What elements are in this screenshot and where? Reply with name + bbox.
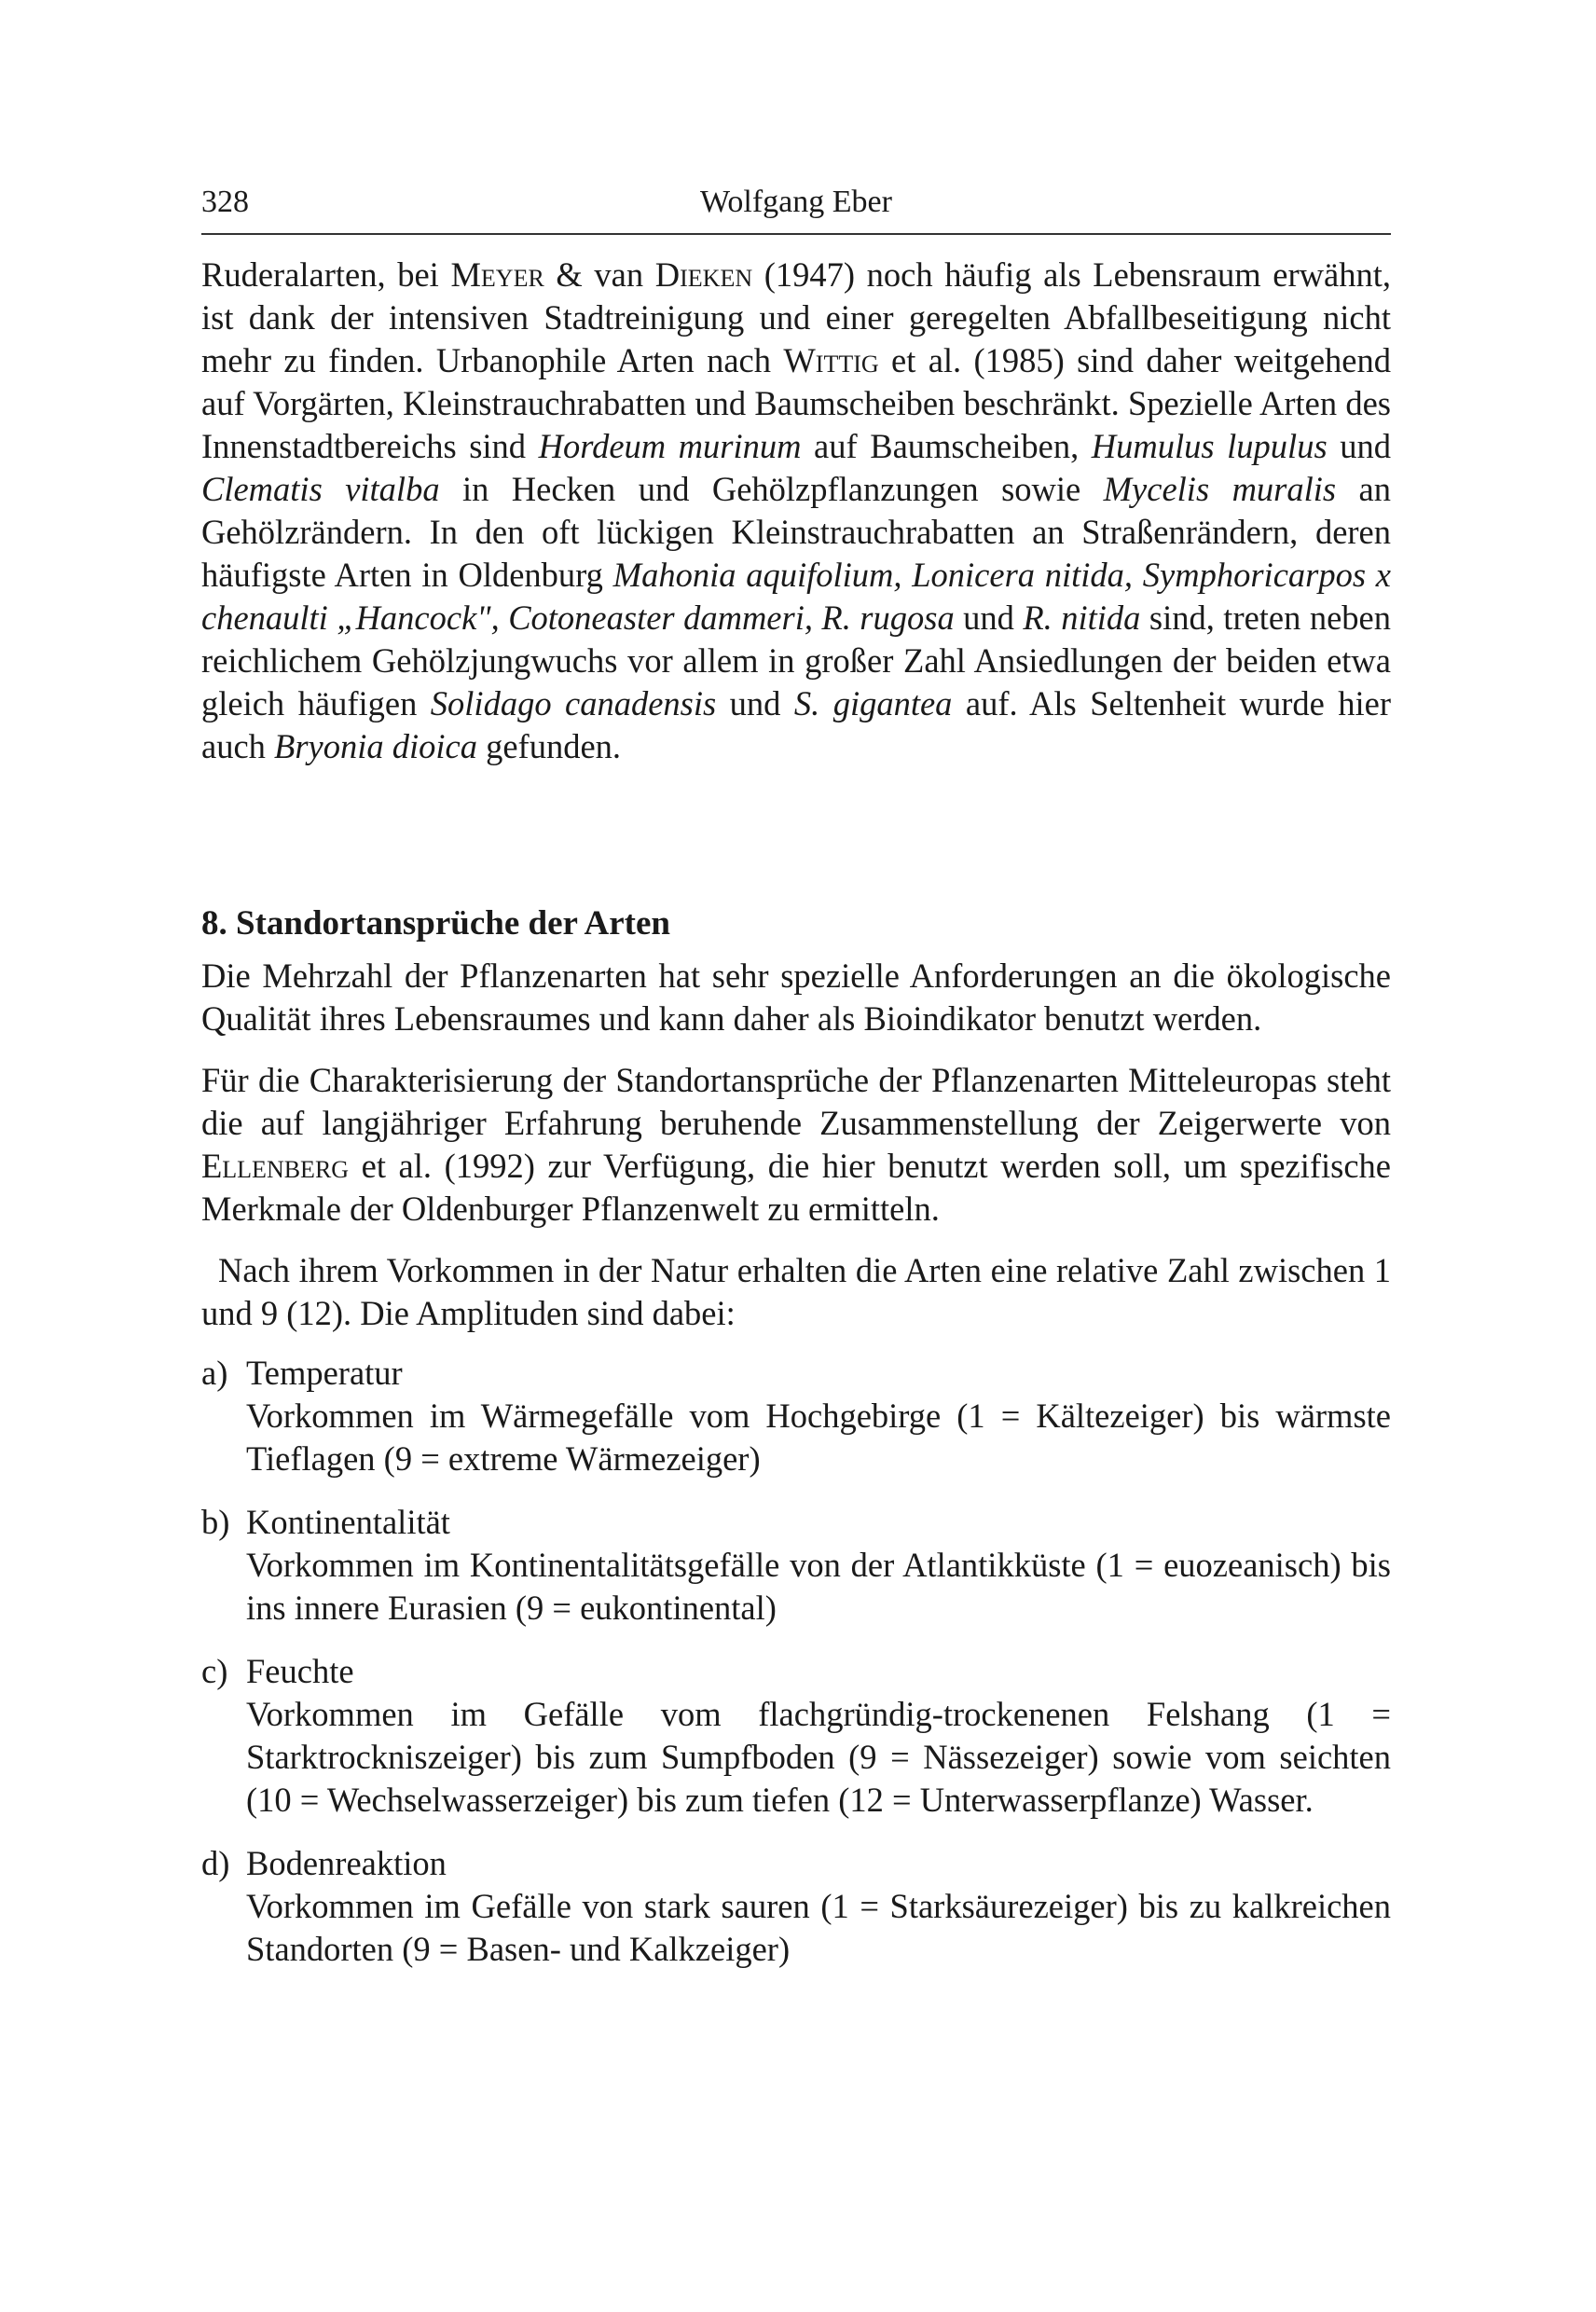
species-name: Clematis vitalba: [201, 470, 440, 508]
species-name: R. nitida: [1023, 599, 1141, 637]
list-item-title: Bodenreaktion: [246, 1844, 447, 1882]
author-dieken: Dieken: [654, 255, 753, 294]
list-marker: a): [201, 1354, 228, 1392]
list-marker: b): [201, 1503, 230, 1541]
author-wittig: Wittig: [783, 341, 879, 379]
paragraph-amplituden: Nach ihrem Vorkommen in der Natur erhalten die Arten eine relative Zahl zwischen 1 und 9 (12). Die Amplituden sind dabei:: [201, 1251, 1391, 1332]
species-name: S. gigantea: [793, 684, 953, 722]
page-header: [201, 177, 1391, 235]
species-list: Mahonia aquifolium, Lonicera nitida, Symphoricarpos x chenaulti „Hancock", Cotoneaster dammeri, R. rugosa: [201, 556, 1391, 637]
paragraph-ruderal: Ruderalarten, bei Meyer & van Dieken (1947) noch häufig als Lebensraum erwähnt, ist dank der intensiven Stadtreinigung und einer geregelten Abfallbeseitigung nicht mehr zu finden. Urbanophile Arten nach Wittig et al. (1985) sind daher weitgehend auf Vorgärten, Kleinstrauchrabatten und Baumscheiben beschränkt. Spezielle Arten des Innenstadtbereichs sind Hordeum murinum auf Baumscheiben, Humulus lupulus und Clematis vitalba in Hecken und Gehölzpflanzungen sowie Mycelis muralis an Gehölzrändern. In den oft lückigen Kleinstrauchrabatten an Straßenrändern, deren häufigste Arten in Oldenburg Mahonia aquifolium, Lonicera nitida, Symphoricarpos x chenaulti „Hancock", Cotoneaster dammeri, R. rugosa und R. nitida sind, treten neben reichlichem Gehölzjungwuchs vor allem in großer Zahl Ansiedlungen der beiden etwa gleich häufigen Solidago canadensis und S. gigantea auf. Als Seltenheit wurde hier auch Bryonia dioica gefunden.: [201, 255, 1392, 765]
list-item-text: Vorkommen im Gefälle von stark sauren (1 = Starksäurezeiger) bis zu kalkreichen Standorten (9 = Basen- und Kalkzeiger): [246, 1887, 1391, 1968]
author-ellenberg: Ellenberg: [201, 1147, 350, 1185]
species-name: Humulus lupulus: [1091, 427, 1328, 465]
species-name: Hordeum murinum: [538, 427, 802, 465]
page-number: 328: [201, 185, 249, 219]
paragraph-bioindikator: Die Mehrzahl der Pflanzenarten hat sehr spezielle Anforderungen an die ökologische Qualität ihres Lebensraumes und kann daher als Bioindikator benutzt werden.: [201, 956, 1391, 1038]
list-item: [201, 1842, 1391, 1971]
document-page: [201, 177, 1391, 1971]
list-item-text: Vorkommen im Gefälle vom flachgründig-trockenenen Felshang (1 = Starktrockniszeiger) bis zum Sumpfboden (9 = Nässezeiger) sowie vom seichten (10 = Wechselwasserzeiger) bis zum tiefen (12 = Unterwasserpflanze) Wasser.: [246, 1695, 1391, 1819]
list-marker: c): [201, 1652, 228, 1690]
list-item: [201, 1650, 1391, 1822]
species-name: Bryonia dioica: [274, 727, 477, 765]
list-item-title: Kontinentalität: [246, 1503, 450, 1541]
list-item-text: Vorkommen im Wärmegefälle vom Hochgebirge (1 = Kältezeiger) bis wärmste Tieflagen (9 = extreme Wärmezeiger): [246, 1397, 1391, 1478]
species-name: Solidago canadensis: [430, 684, 717, 722]
running-title: Wolfgang Eber: [700, 185, 892, 219]
amplitude-list: [201, 1352, 1391, 1971]
list-item: [201, 1352, 1391, 1480]
paragraph-zeigerwerte: Für die Charakterisierung der Standortansprüche der Pflanzenarten Mitteleuropas steht die auf langjähriger Erfahrung beruhende Zusammenstellung der Zeigerwerte von Ellenberg et al. (1992) zur Verfügung, die hier benutzt werden soll, um spezifische Merkmale der Oldenburger Pflanzenwelt zu ermitteln.: [201, 1061, 1391, 1228]
list-item-text: Vorkommen im Kontinentalitätsgefälle von der Atlantikküste (1 = euozeanisch) bis ins innere Eurasien (9 = eukontinental): [246, 1546, 1391, 1627]
author-meyer: Meyer: [450, 255, 544, 294]
list-item-title: Feuchte: [246, 1652, 354, 1690]
species-name: Mycelis muralis: [1103, 470, 1337, 508]
list-item: [201, 1501, 1391, 1630]
section-heading: 8. Standortansprüche der Arten: [201, 904, 670, 943]
list-marker: d): [201, 1844, 230, 1882]
list-item-title: Temperatur: [246, 1354, 403, 1392]
